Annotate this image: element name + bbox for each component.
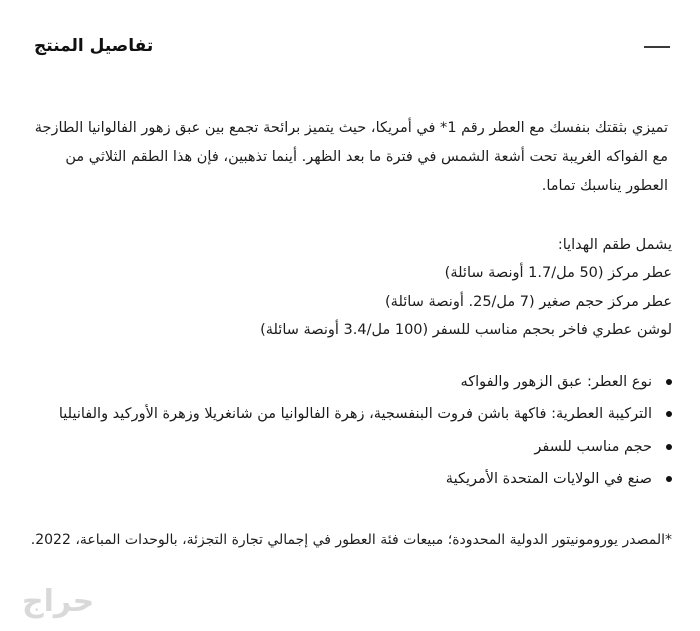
includes-item: لوشن عطري فاخر بحجم مناسب للسفر (100 مل/3.4 أونصة سائلة)	[260, 321, 672, 338]
page-title: تفاصيل المنتج	[34, 36, 154, 56]
list-item	[28, 368, 672, 396]
bullet-icon	[666, 444, 672, 450]
intro-paragraph: تميزي بثقتك بنفسك مع العطر رقم 1* في أمريكا، حيث يتميز برائحة تجمع بين عبق زهور الفالوانيا الطازجة مع الفواكه الغريبة تحت أشعة الشمس في فترة ما بعد الظهر. أينما تذهبين، فإن هذا الطقم الثلاثي من العطور يناسبك تماما.	[34, 120, 668, 194]
bullet-icon	[666, 476, 672, 482]
bullet-icon	[666, 379, 672, 385]
list-item	[28, 400, 672, 428]
feature-text: صنع في الولايات المتحدة الأمريكية	[445, 470, 652, 487]
feature-text: التركيبة العطرية: فاكهة باشن فروت البنفسجية، زهرة الفالوانيا من شانغريلا وزهرة الأوركيد والفانيليا	[58, 406, 652, 423]
features-list	[28, 368, 672, 493]
includes-item: عطر مركز حجم صغير (7 مل/25. أونصة سائلة)	[385, 293, 672, 310]
feature-text: حجم مناسب للسفر	[534, 438, 652, 455]
page-header	[28, 30, 672, 56]
includes-item: عطر مركز (50 مل/1.7 أونصة سائلة)	[444, 265, 672, 282]
feature-text: نوع العطر: عبق الزهور والفواكه	[460, 374, 652, 391]
includes-heading: يشمل طقم الهدايا:	[557, 237, 672, 253]
list-item	[28, 465, 672, 493]
watermark-text: حراج	[22, 584, 95, 619]
footnote: *المصدر يورومونيتور الدولية المحدودة؛ مبيعات فئة العطور في إجمالي تجارة التجزئة، بالوحدات المباعة، 2022.	[30, 532, 672, 549]
horizontal-dash-icon	[644, 46, 670, 48]
gift-set-includes-block	[28, 231, 672, 344]
site-watermark	[22, 584, 94, 619]
bullet-icon	[666, 411, 672, 417]
list-item	[28, 433, 672, 461]
